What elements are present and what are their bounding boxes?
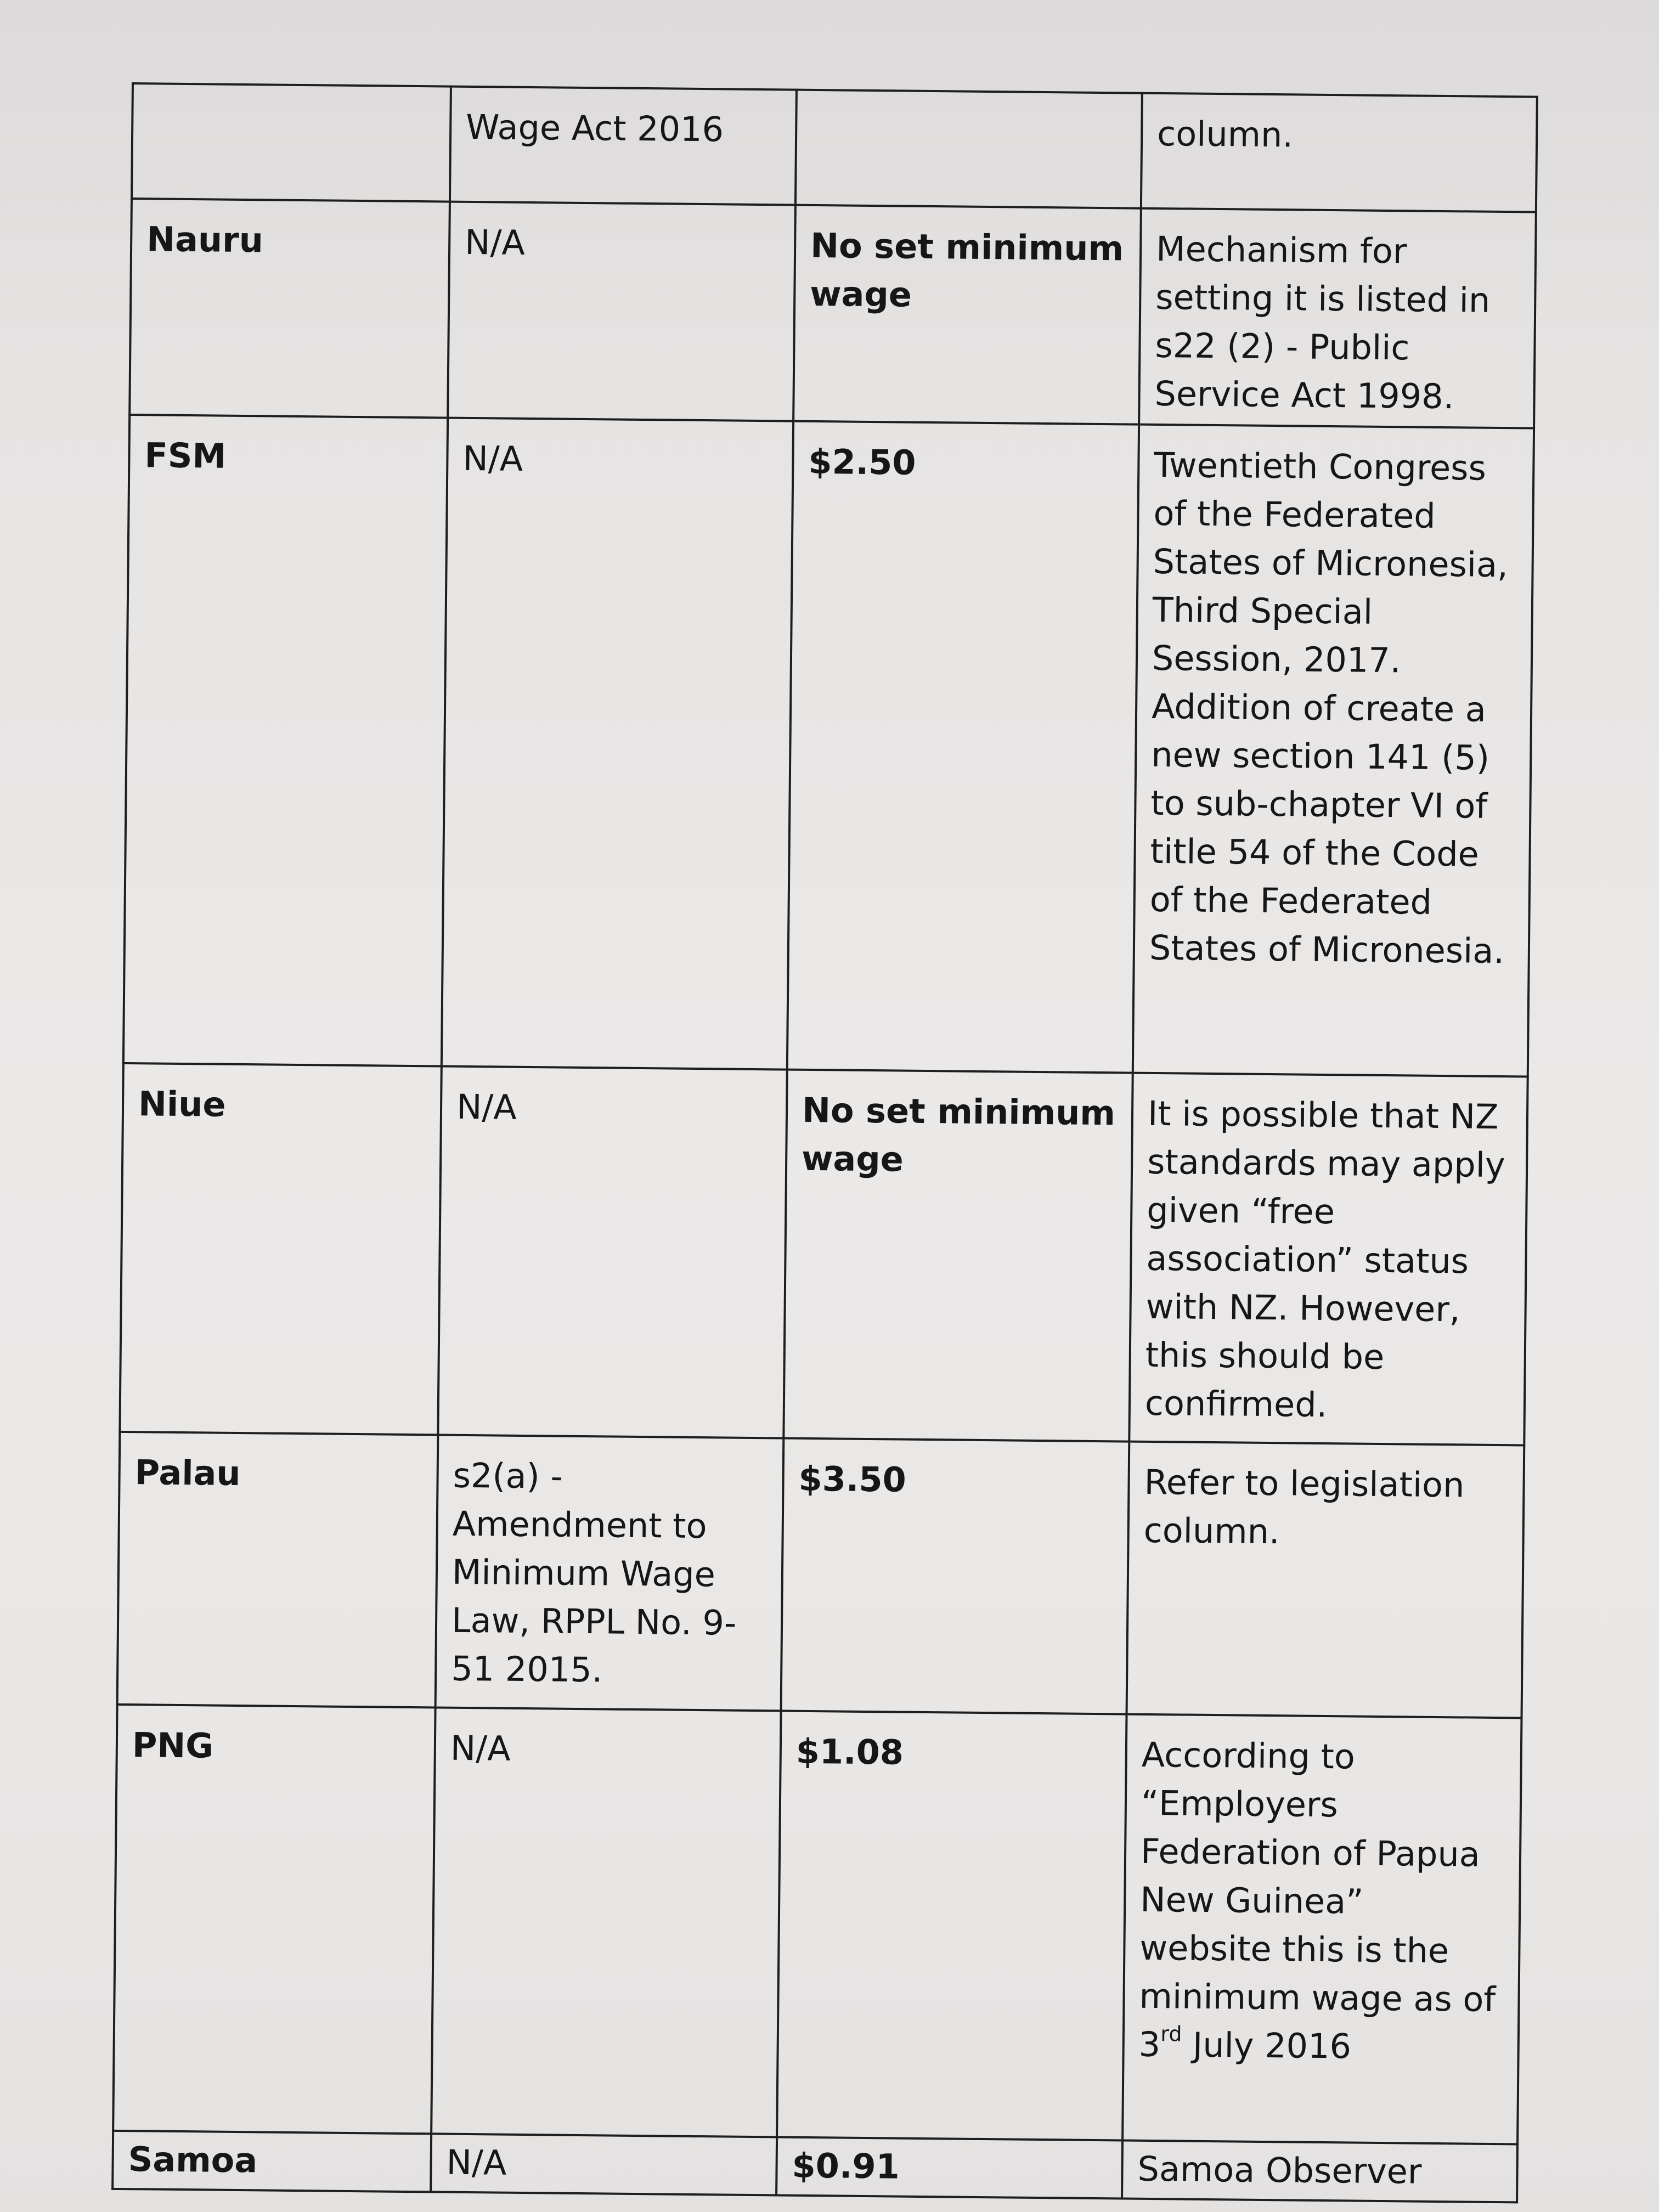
notes-cell [1122, 1714, 1521, 2145]
country-cell: FSM [123, 415, 448, 1066]
legislation-cell: N/A [431, 1707, 781, 2137]
table-row [132, 83, 1537, 212]
wage-cell: $3.50 [781, 1438, 1130, 1714]
wage-cell: $2.50 [787, 421, 1139, 1073]
legislation-cell: s2(a) - Amendment to Minimum Wage Law, RPPL No. 9-51 2015. [436, 1435, 784, 1711]
country-cell: PNG [113, 1705, 435, 2134]
notes-cell: It is possible that NZ standards may apply given “free association” status with NZ. However, this should be confirmed. [1129, 1073, 1527, 1446]
notes-text-end: July 2016 [1181, 2024, 1352, 2067]
table-row [123, 415, 1534, 1077]
table-row [117, 1432, 1525, 1718]
notes-cell: Mechanism for setting it is listed in s22 (2) - Public Service Act 1998. [1139, 208, 1536, 428]
country-cell: Palau [117, 1432, 438, 1708]
notes-cell: column. [1141, 93, 1537, 212]
wage-cell: No set minimum wage [783, 1070, 1132, 1442]
legislation-cell: Wage Act 2016 [450, 87, 797, 205]
wage-cell: No set minimum wage [793, 205, 1141, 425]
notes-cell: Refer to legislation column. [1127, 1442, 1525, 1718]
legislation-cell: N/A [448, 202, 795, 421]
country-cell: Niue [120, 1063, 441, 1435]
country-cell [132, 83, 451, 202]
table-row [113, 1705, 1521, 2145]
wage-cell: $0.91 [776, 2137, 1122, 2198]
country-cell: Nauru [129, 199, 450, 418]
legislation-cell: N/A [431, 2134, 777, 2195]
country-cell: Samoa [112, 2131, 431, 2192]
table-row [129, 199, 1536, 428]
legislation-cell: N/A [442, 418, 793, 1070]
table-row [120, 1063, 1527, 1446]
wage-cell [795, 90, 1142, 208]
ordinal-suffix: rd [1160, 2022, 1182, 2046]
notes-cell: Samoa Observer [1122, 2141, 1517, 2203]
minimum-wage-table [111, 82, 1538, 2203]
legislation-cell: N/A [438, 1066, 787, 1438]
wage-cell: $1.08 [777, 1711, 1126, 2140]
notes-cell: Twentieth Congress of the Federated States of Micronesia, Third Special Session, 2017. Addition of create a new section 141 (5) to sub-chapter VI of title 54 of the Code of the Federated States of Micronesia. [1133, 425, 1534, 1077]
notes-text: According to “Employers Federation of Papua New Guinea” website this is the minimum wage as of 3 [1138, 1734, 1496, 2065]
